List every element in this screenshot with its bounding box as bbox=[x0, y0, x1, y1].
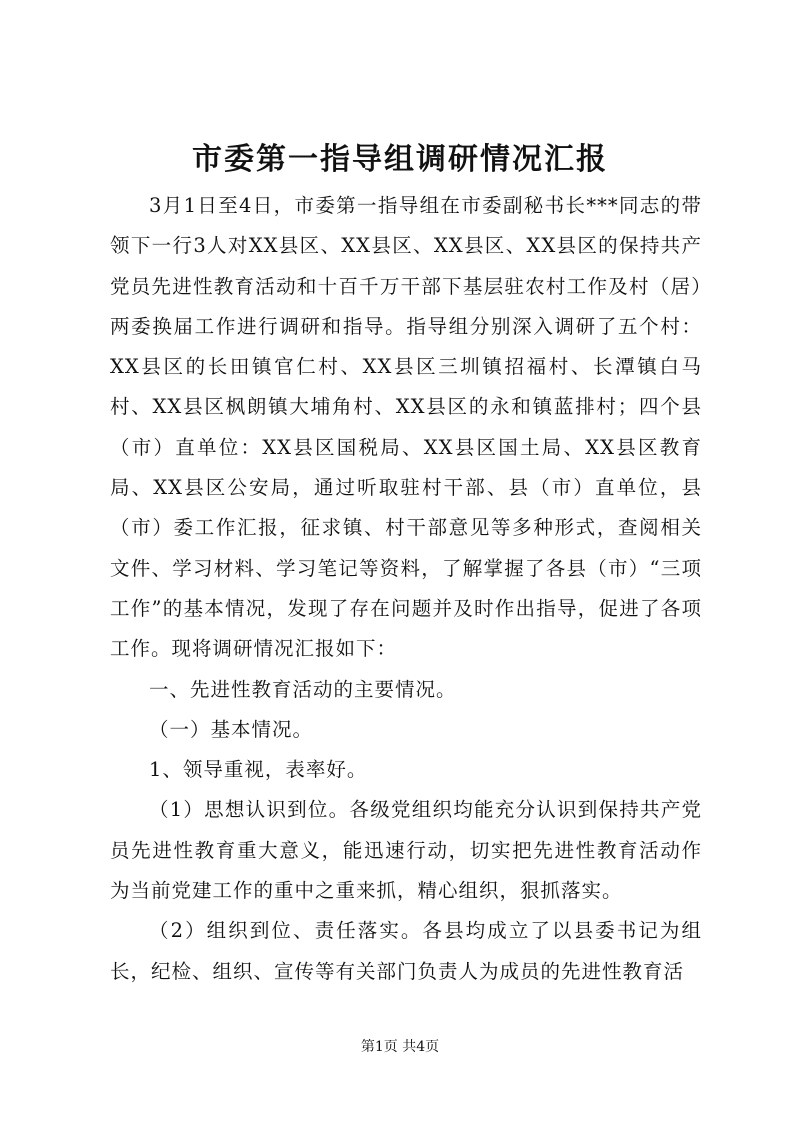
page-footer: 第1页 共4页 bbox=[360, 1039, 440, 1055]
subsection-heading-1: （一）基本情况。 bbox=[149, 717, 314, 741]
paragraph-point-1: （1）思想认识到位。各级党组织均能充分认识到保持共产党员先进性教育重大意义，能迅速行动，切实把先进性教育活动作为当前党建工作的重中之重来抓，精心组织，狠抓落实。 bbox=[110, 798, 702, 903]
paragraph-intro: 3月1日至4日，市委第一指导组在市委副秘书长***同志的带领下一行3人对XX县区、XX县区、XX县区、XX县区的保持共产党员先进性教育活动和十百千万干部下基层驻农村工作及村（居）两委换届工作进行调研和指导。指导组分别深入调研了五个村：XX县区的长田镇官仁村、XX县区三圳镇招福村、长潭镇白马村、XX县区枫朗镇大埔角村、XX县区的永和镇蓝排村；四个县（市）直单位：XX县区国税局、XX县区国土局、XX县区教育局、XX县区公安局，通过听取驻村干部、县（市）直单位，县（市）委工作汇报，征求镇、村干部意见等多种形式，查阅相关文件、学习材料、学习笔记等资料，了解掌握了各县（市）“三项工作”的基本情况，发现了存在问题并及时作出指导，促进了各项工作。现将调研情况汇报如下： bbox=[110, 194, 702, 661]
item-heading-1: 1、领导重视，表率好。 bbox=[149, 758, 368, 782]
paragraph-point-2: （2）组织到位、责任落实。各县均成立了以县委书记为组长，纪检、组织、宣传等有关部门负责人为成员的先进性教育活 bbox=[110, 919, 702, 983]
document-body bbox=[110, 186, 702, 992]
section-heading-1: 一、先进性教育活动的主要情况。 bbox=[149, 677, 457, 701]
document-title: 市委第一指导组调研情况汇报 bbox=[192, 142, 608, 177]
